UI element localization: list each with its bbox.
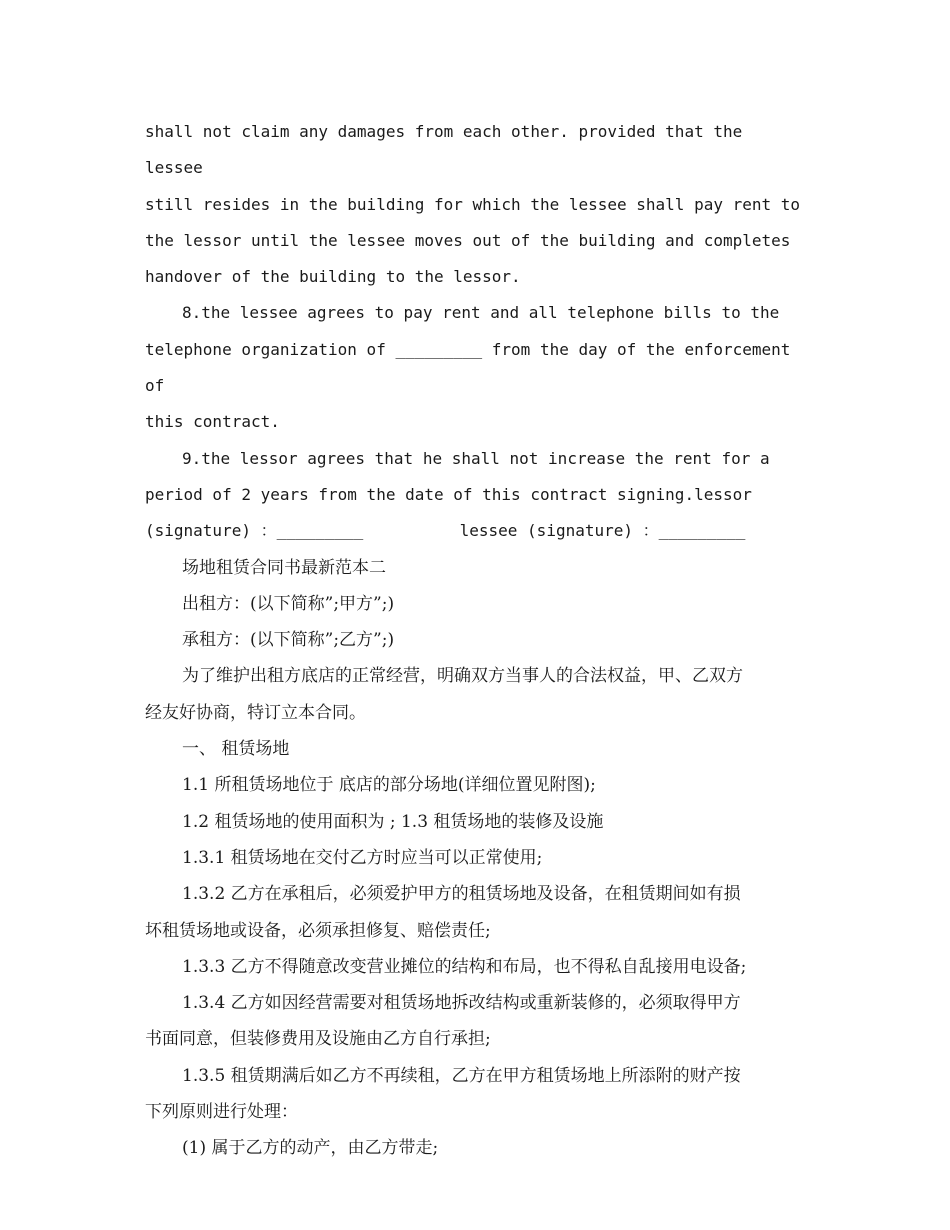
paragraph-damages: shall not claim any damages from each other. provided that the lessee still resides in the building for which the lessee shall pay rent to the lessor until the lessee moves out of the building and completes handover of the building to the lessor. [145, 122, 801, 287]
lessee-line: 承租方：(以下简称”;乙方”;) [182, 630, 395, 651]
clause-1-2: 1.2 租赁场地的使用面积为 ; 1.3 租赁场地的装修及设施 [182, 811, 604, 832]
clause-1-3-5: 1.3.5 租赁期满后如乙方不再续租，乙方在甲方租赁场地上所添附的财产按 下列原则进行处理： [145, 1065, 741, 1123]
clause-1-1: 1.1 所租赁场地位于 底店的部分场地(详细位置见附图); [182, 775, 596, 796]
clause-1-3-2: 1.3.2 乙方在承租后，必须爱护甲方的租赁场地及设备，在租赁期间如有损 坏租赁场地或设备，必须承担修复、赔偿责任; [145, 884, 741, 941]
clause-1-3-4: 1.3.4 乙方如因经营需要对租赁场地拆改结构或重新装修的，必须取得甲方 书面同意，但装修费用及设施由乙方自行承担; [145, 993, 741, 1050]
section-title: 场地租赁合同书最新范本二 [182, 557, 386, 578]
preamble-paragraph: 为了维护出租方底店的正常经营，明确双方当事人的合法权益，甲、乙双方 经友好协商，特订立本合同。 [145, 666, 743, 723]
paragraph-clause-8: 8.the lessee agrees to pay rent and all telephone bills to the telephone organization of _________ from the day of the enforcement of this contract. [145, 303, 791, 432]
paragraph-clause-9-signatures: 9.the lessor agrees that he shall not increase the rent for a period of 2 years from the date of this contract signing.lessor (signature) ：_________ lessee (signature) ：_________ [145, 448, 770, 541]
clause-item-1: (1) 属于乙方的动产，由乙方带走; [182, 1138, 439, 1159]
lessor-line: 出租方：(以下简称”;甲方”;) [182, 593, 395, 614]
heading-leased-site: 一、 租赁场地 [182, 739, 290, 760]
document-body [145, 114, 805, 1167]
clause-1-3-1: 1.3.1 租赁场地在交付乙方时应当可以正常使用; [182, 847, 543, 868]
clause-1-3-3: 1.3.3 乙方不得随意改变营业摊位的结构和布局，也不得私自乱接用电设备; [182, 956, 747, 977]
